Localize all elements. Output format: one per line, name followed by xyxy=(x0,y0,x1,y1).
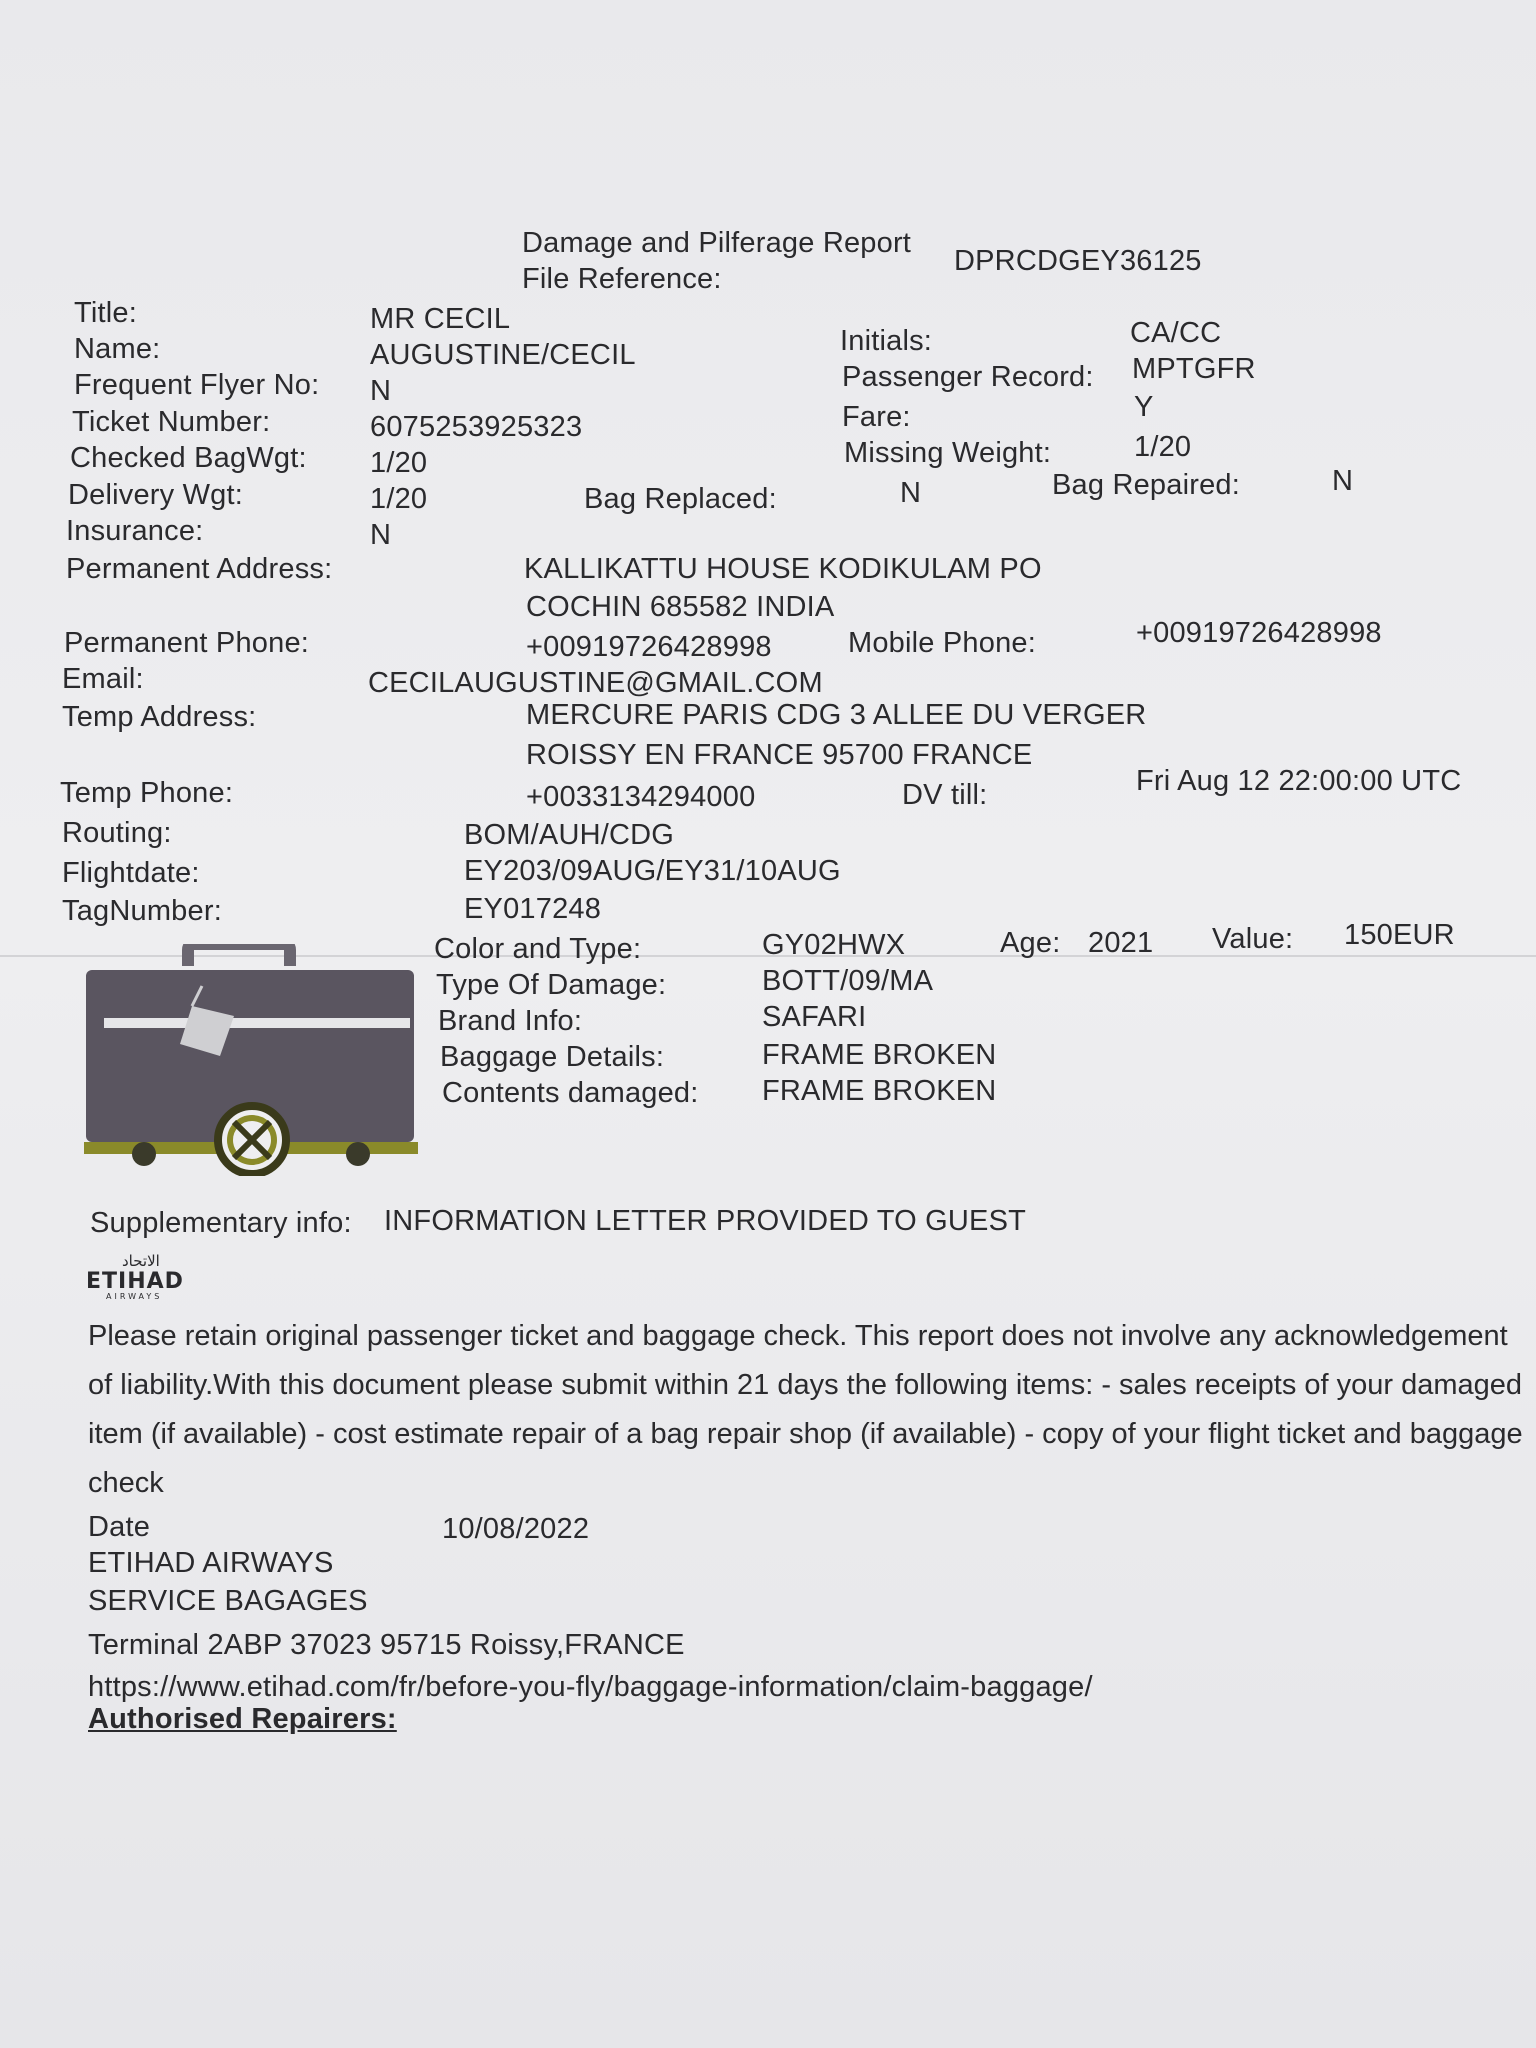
initials-value: CA/CC xyxy=(1130,317,1222,349)
company-name: ETIHAD AIRWAYS xyxy=(88,1547,334,1579)
routing-label: Routing: xyxy=(62,817,172,849)
report-title: Damage and Pilferage Report xyxy=(522,227,912,259)
value-value: 150EUR xyxy=(1344,919,1455,951)
suitcase-icon xyxy=(84,944,424,1176)
dv-till-label: DV till: xyxy=(902,779,988,811)
authorised-repairers-heading: Authorised Repairers: xyxy=(88,1703,397,1735)
passenger-record-label: Passenger Record: xyxy=(842,361,1094,393)
claim-url[interactable]: https://www.etihad.com/fr/before-you-fly/baggage-information/claim-baggage/ xyxy=(88,1671,1093,1703)
color-type-label: Color and Type: xyxy=(434,933,642,965)
missing-weight-label: Missing Weight: xyxy=(844,437,1052,469)
permanent-address-line2: COCHIN 685582 INDIA xyxy=(526,591,835,623)
mobile-phone-value: +00919726428998 xyxy=(1136,617,1382,649)
file-reference-value: DPRCDGEY36125 xyxy=(954,245,1202,277)
etihad-logo xyxy=(86,1252,216,1304)
age-value: 2021 xyxy=(1088,927,1154,959)
fare-label: Fare: xyxy=(842,401,911,433)
bag-replaced-label: Bag Replaced: xyxy=(584,483,777,515)
frequent-flyer-value: N xyxy=(370,375,392,407)
fare-value: Y xyxy=(1134,391,1154,423)
brand-info-label: Brand Info: xyxy=(438,1005,583,1037)
terminal-address: Terminal 2ABP 37023 95715 Roissy,FRANCE xyxy=(88,1629,685,1661)
ticket-number-value: 6075253925323 xyxy=(370,411,583,443)
checked-bag-weight-label: Checked BagWgt: xyxy=(70,442,307,474)
permanent-address-label: Permanent Address: xyxy=(66,553,333,585)
routing-value: BOM/AUH/CDG xyxy=(464,819,675,851)
age-label: Age: xyxy=(1000,927,1061,959)
name-value: AUGUSTINE/CECIL xyxy=(370,339,636,371)
liability-notice: Please retain original passenger ticket and baggage check. This report does not involve any acknowledgement of liability.With this document please submit within 21 days the following items: - sales receipts of your damaged item (if available) - cost estimate repair of a bag repair shop (if available) - copy of your flight ticket and baggage check xyxy=(88,1320,1523,1499)
logo-arabic-text: الاتحاد xyxy=(122,1252,160,1270)
supplementary-value: INFORMATION LETTER PROVIDED TO GUEST xyxy=(384,1205,1027,1237)
value-label: Value: xyxy=(1212,923,1294,955)
bag-repaired-value: N xyxy=(1332,465,1354,497)
frequent-flyer-label: Frequent Flyer No: xyxy=(74,369,320,401)
name-label: Name: xyxy=(74,333,161,365)
temp-phone-value: +0033134294000 xyxy=(526,781,756,813)
temp-phone-label: Temp Phone: xyxy=(60,777,234,809)
email-value: CECILAUGUSTINE@GMAIL.COM xyxy=(368,667,823,699)
date-label: Date xyxy=(88,1511,151,1543)
bag-repaired-label: Bag Repaired: xyxy=(1052,469,1240,501)
baggage-details-label: Baggage Details: xyxy=(440,1041,665,1073)
permanent-address-line1: KALLIKATTU HOUSE KODIKULAM PO xyxy=(524,553,1042,585)
flightdate-label: Flightdate: xyxy=(62,857,200,889)
logo-text: ETIHAD xyxy=(86,1269,184,1294)
dv-till-value: Fri Aug 12 22:00:00 UTC xyxy=(1136,765,1462,797)
damage-type-value: BOTT/09/MA xyxy=(762,965,934,997)
email-label: Email: xyxy=(62,663,144,695)
permanent-phone-label: Permanent Phone: xyxy=(64,627,310,659)
flightdate-value: EY203/09AUG/EY31/10AUG xyxy=(464,855,841,887)
missing-weight-value: 1/20 xyxy=(1134,431,1192,463)
permanent-phone-value: +00919726428998 xyxy=(526,631,772,663)
insurance-value: N xyxy=(370,519,392,551)
insurance-label: Insurance: xyxy=(66,515,204,547)
service-name: SERVICE BAGAGES xyxy=(88,1585,368,1617)
checked-bag-weight-value: 1/20 xyxy=(370,447,428,479)
date-value: 10/08/2022 xyxy=(442,1513,590,1545)
temp-address-label: Temp Address: xyxy=(62,701,257,733)
tag-number-value: EY017248 xyxy=(464,893,602,925)
baggage-details-value: FRAME BROKEN xyxy=(762,1039,997,1071)
delivery-weight-value: 1/20 xyxy=(370,483,428,515)
ticket-number-label: Ticket Number: xyxy=(72,406,271,438)
mobile-phone-label: Mobile Phone: xyxy=(848,627,1036,659)
tag-number-label: TagNumber: xyxy=(62,895,222,927)
damage-type-label: Type Of Damage: xyxy=(436,969,667,1001)
logo-subtext: AIRWAYS xyxy=(106,1292,163,1301)
file-reference-label: File Reference: xyxy=(522,263,722,295)
passenger-record-value: MPTGFR xyxy=(1132,353,1256,385)
supplementary-label: Supplementary info: xyxy=(90,1207,352,1239)
contents-damaged-label: Contents damaged: xyxy=(442,1077,699,1109)
brand-info-value: SAFARI xyxy=(762,1001,867,1033)
title-value: MR CECIL xyxy=(370,303,511,335)
initials-label: Initials: xyxy=(840,325,933,357)
delivery-weight-label: Delivery Wgt: xyxy=(68,479,244,511)
title-label: Title: xyxy=(74,297,137,329)
color-type-value: GY02HWX xyxy=(762,929,906,961)
temp-address-line1: MERCURE PARIS CDG 3 ALLEE DU VERGER xyxy=(526,699,1147,731)
contents-damaged-value: FRAME BROKEN xyxy=(762,1075,997,1107)
bag-replaced-value: N xyxy=(900,477,922,509)
temp-address-line2: ROISSY EN FRANCE 95700 FRANCE xyxy=(526,739,1033,771)
